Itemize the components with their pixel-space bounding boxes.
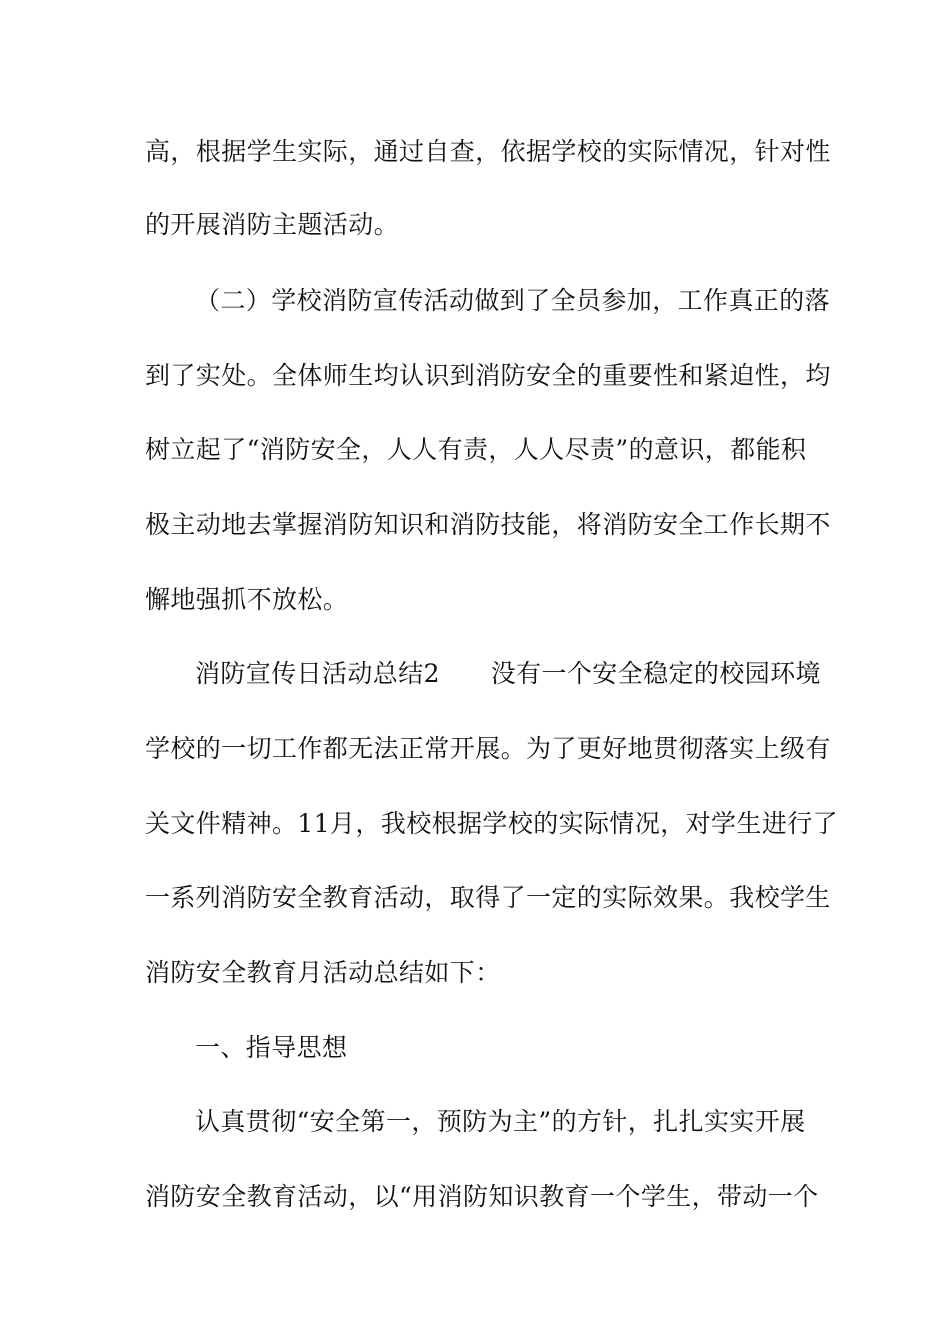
text-line: 的开展消防主题活动。 (145, 210, 400, 239)
text-line: 到了实处。全体师生均认识到消防安全的重要性和紧迫性，均 (145, 361, 831, 390)
text-line: 高，根据学生实际，通过自查，依据学校的实际情况，针对性 (145, 137, 831, 166)
text-line: 消防宣传日活动总结2 没有一个安全稳定的校园环境 (195, 659, 821, 688)
text-line: 消防安全教育活动，以“用消防知识教育一个学生，带动一个 (145, 1182, 819, 1211)
text-line: 极主动地去掌握消防知识和消防技能，将消防安全工作长期不 (145, 510, 831, 539)
text-line: 学校的一切工作都无法正常开展。为了更好地贯彻落实上级有 (145, 734, 831, 763)
text-line: 消防安全教育月活动总结如下： (145, 958, 501, 987)
text-line: 一系列消防安全教育活动，取得了一定的实际效果。我校学生 (145, 883, 831, 912)
text-line: 认真贯彻“安全第一，预防为主”的方针，扎扎实实开展 (195, 1107, 806, 1136)
text-line: （二）学校消防宣传活动做到了全员参加，工作真正的落 (195, 286, 831, 315)
text-line: 关文件精神。11月，我校根据学校的实际情况，对学生进行了 (145, 809, 839, 838)
section-heading: 一、指导思想 (195, 1033, 348, 1062)
text-line: 懈地强抓不放松。 (145, 585, 349, 614)
text-line: 树立起了“消防安全，人人有责，人人尽责”的意识，都能积 (145, 435, 807, 464)
